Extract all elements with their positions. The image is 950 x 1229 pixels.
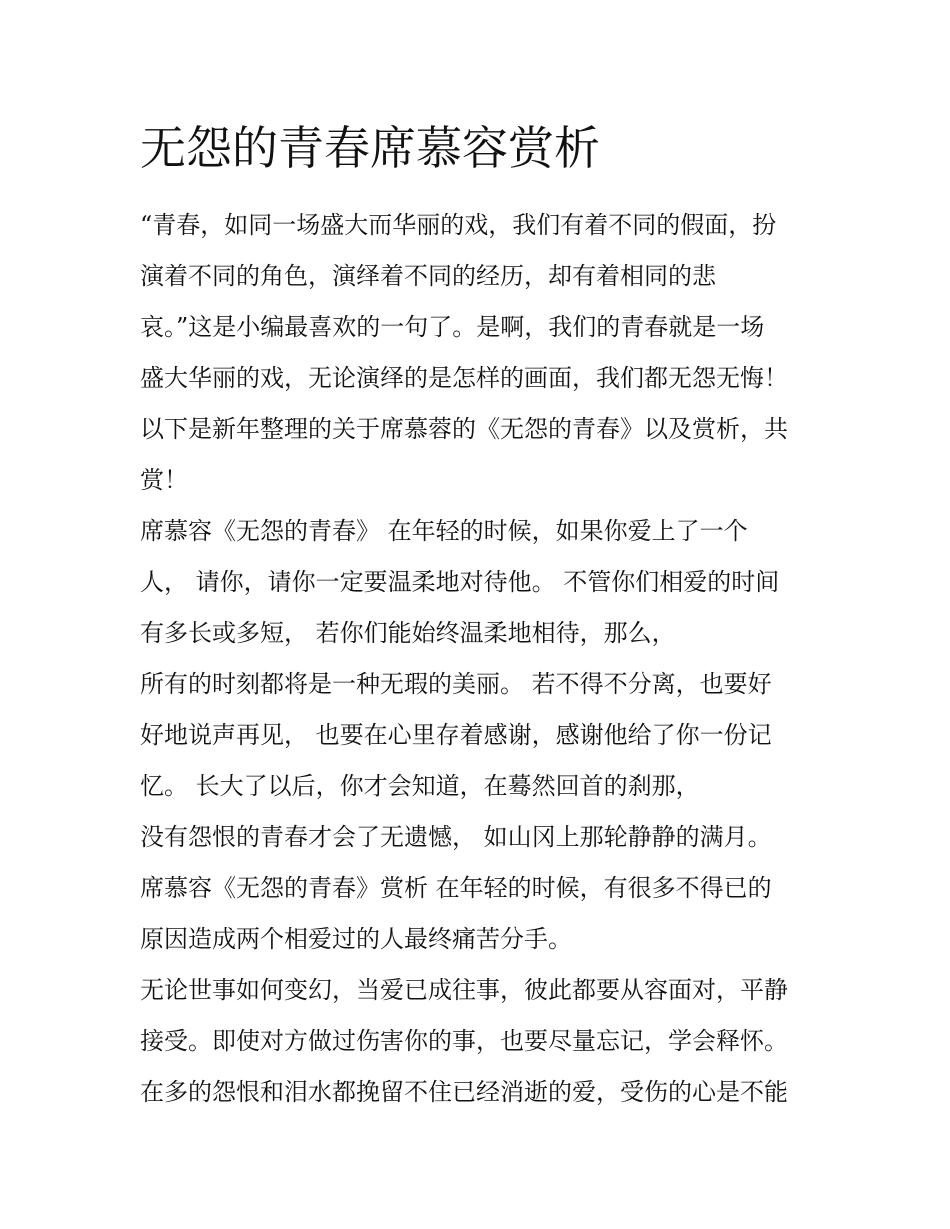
text-line: 人， 请你，请你一定要温柔地对待他。 不管你们相爱的时间 — [140, 568, 780, 596]
text-line: 哀。”这是小编最喜欢的一句了。是啊，我们的青春就是一场 — [140, 313, 765, 341]
text-line: 席慕容《无怨的青春》 在年轻的时候，如果你爱上了一个 — [140, 517, 748, 545]
text-line: 席慕容《无怨的青春》赏析 在年轻的时候，有很多不得已的 — [140, 874, 772, 902]
text-line: 忆。 长大了以后，你才会知道，在蓦然回首的刹那， — [140, 772, 700, 800]
text-line: 所有的时刻都将是一种无瑕的美丽。 若不得不分离，也要好 — [140, 670, 772, 698]
text-line: 有多长或多短， 若你们能始终温柔地相待，那么， — [140, 619, 676, 647]
text-line: 盛大华丽的戏，无论演绎的是怎样的画面，我们都无怨无悔！ — [140, 364, 788, 392]
text-line: “青春，如同一场盛大而华丽的戏，我们有着不同的假面，扮 — [140, 211, 777, 239]
text-line: 以下是新年整理的关于席慕蓉的《无怨的青春》以及赏析，共 — [140, 415, 788, 443]
text-line: 原因造成两个相爱过的人最终痛苦分手。 — [140, 925, 572, 953]
text-line: 无论世事如何变幻，当爱已成往事，彼此都要从容面对，平静 — [140, 976, 788, 1004]
text-line: 演着不同的角色，演绎着不同的经历，却有着相同的悲 — [140, 262, 716, 290]
text-line: 接受。即使对方做过伤害你的事，也要尽量忘记，学会释怀。 — [140, 1027, 788, 1055]
text-line: 好地说声再见， 也要在心里存着感谢，感谢他给了你一份记 — [140, 721, 772, 749]
text-line: 在多的怨恨和泪水都挽留不住已经消逝的爱，受伤的心是不能 — [140, 1078, 788, 1106]
document-title: 无怨的青春席慕容赏析 — [140, 121, 600, 175]
document-body — [140, 200, 840, 1118]
text-line: 没有怨恨的青春才会了无遗憾， 如山冈上那轮静静的满月。 — [140, 823, 772, 851]
text-line: 赏！ — [140, 466, 188, 494]
